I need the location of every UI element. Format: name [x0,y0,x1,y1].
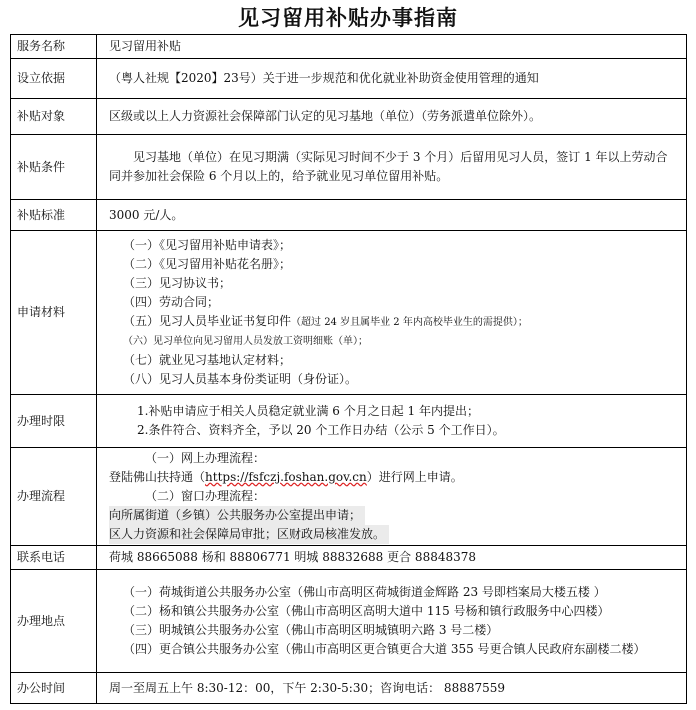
label-condition: 补贴条件 [11,135,97,200]
value-materials [97,231,687,395]
label-hours: 办公时间 [11,673,97,704]
label-service-name: 服务名称 [11,35,97,59]
row-materials [11,231,687,395]
process-online-title: （一）网上办理流程： [145,451,266,465]
material-item: （六）见习单位向见习留用人员发放工资明细账（单）； [123,336,368,347]
material-item: （三）见习协议书； [123,276,232,290]
label-target: 补贴对象 [11,99,97,135]
label-materials: 申请材料 [11,231,97,395]
value-condition: 见习基地（单位）在见习期满（实际见习时间不少于 3 个月）后留用见习人员，签订 1 年以上劳动合同并参加社会保险 6 个月以上的，给予就业见习单位留用补贴。 [97,135,687,200]
row-hours [11,673,687,704]
material-item: （八）见习人员基本身份类证明（身份证）。 [123,372,358,386]
label-time-limit: 办理时限 [11,395,97,448]
material-item: （二）《见习留用补贴花名册》； [123,257,292,271]
row-target [11,99,687,135]
row-phone [11,546,687,570]
value-locations [97,570,687,673]
time-limit-item: 2.条件符合、资料齐全，予以 20 个工作日办结（公示 5 个工作日）。 [137,423,505,437]
location-item: （一）荷城街道公共服务办公室（佛山市高明区荷城街道金辉路 23 号即档案局大楼五楼 ） [123,585,606,599]
location-item: （四）更合镇公共服务办公室（佛山市高明区更合镇更合大道 355 号更合镇人民政府东副楼二楼） [123,642,646,656]
value-process [97,448,687,546]
row-locations [11,570,687,673]
value-time-limit [97,395,687,448]
row-standard [11,200,687,231]
material-item: （七）就业见习基地认定材料； [123,353,292,367]
value-standard: 3000 元/人。 [97,200,687,231]
value-target: 区级或以上人力资源社会保障部门认定的见习基地（单位）（劳务派遣单位除外）。 [97,99,687,135]
process-online-line [109,468,676,487]
location-item: （二）杨和镇公共服务办公室（佛山市高明区高明大道中 115 号杨和镇行政服务中心四楼） [123,604,610,618]
guide-table [10,34,687,704]
label-basis: 设立依据 [11,59,97,99]
material-item: （一）《见习留用补贴申请表》； [123,238,292,252]
label-phone: 联系电话 [11,546,97,570]
process-offline-step: 区人力资源和社会保障局审批；区财政局核准发放。 [109,525,389,544]
value-phone: 荷城 88665088 杨和 88806771 明城 88832688 更合 88848378 [97,546,687,570]
page-title: 见习留用补贴办事指南 [238,6,458,30]
value-hours: 周一至周五上午 8:30-12：00，下午 2:30-5:30；咨询电话： 88887559 [97,673,687,704]
row-basis [11,59,687,99]
process-offline-step: 向所属街道（乡镇）公共服务办公室提出申请； [109,506,365,525]
label-locations: 办理地点 [11,570,97,673]
material-item-note: （超过 24 岁且属毕业 2 年内高校毕业生的需提供）； [291,317,528,328]
row-service-name [11,35,687,59]
process-online-prefix: 登陆佛山扶持通（ [109,470,206,484]
material-item-text: （五）见习人员毕业证书复印件 [123,314,292,328]
process-online-link[interactable]: https://fsfczj.foshan.gov.cn [205,470,367,484]
value-service-name: 见习留用补贴 [97,35,687,59]
row-process [11,448,687,546]
location-item: （三）明城镇公共服务办公室（佛山市高明区明城镇明六路 3 号二楼） [123,623,499,637]
process-online-suffix: ）进行网上申请。 [366,470,463,484]
label-process: 办理流程 [11,448,97,546]
time-limit-item: 1.补贴申请应于相关人员稳定就业满 6 个月之日起 1 年内提出； [137,404,479,418]
value-basis: （粤人社规【2020】23号）关于进一步规范和优化就业补助资金使用管理的通知 [97,59,687,99]
row-time-limit [11,395,687,448]
label-standard: 补贴标准 [11,200,97,231]
process-offline-title: （二）窗口办理流程： [145,489,266,503]
row-condition [11,135,687,200]
material-item: （四）劳动合同； [123,295,220,309]
material-item-5 [109,312,676,332]
